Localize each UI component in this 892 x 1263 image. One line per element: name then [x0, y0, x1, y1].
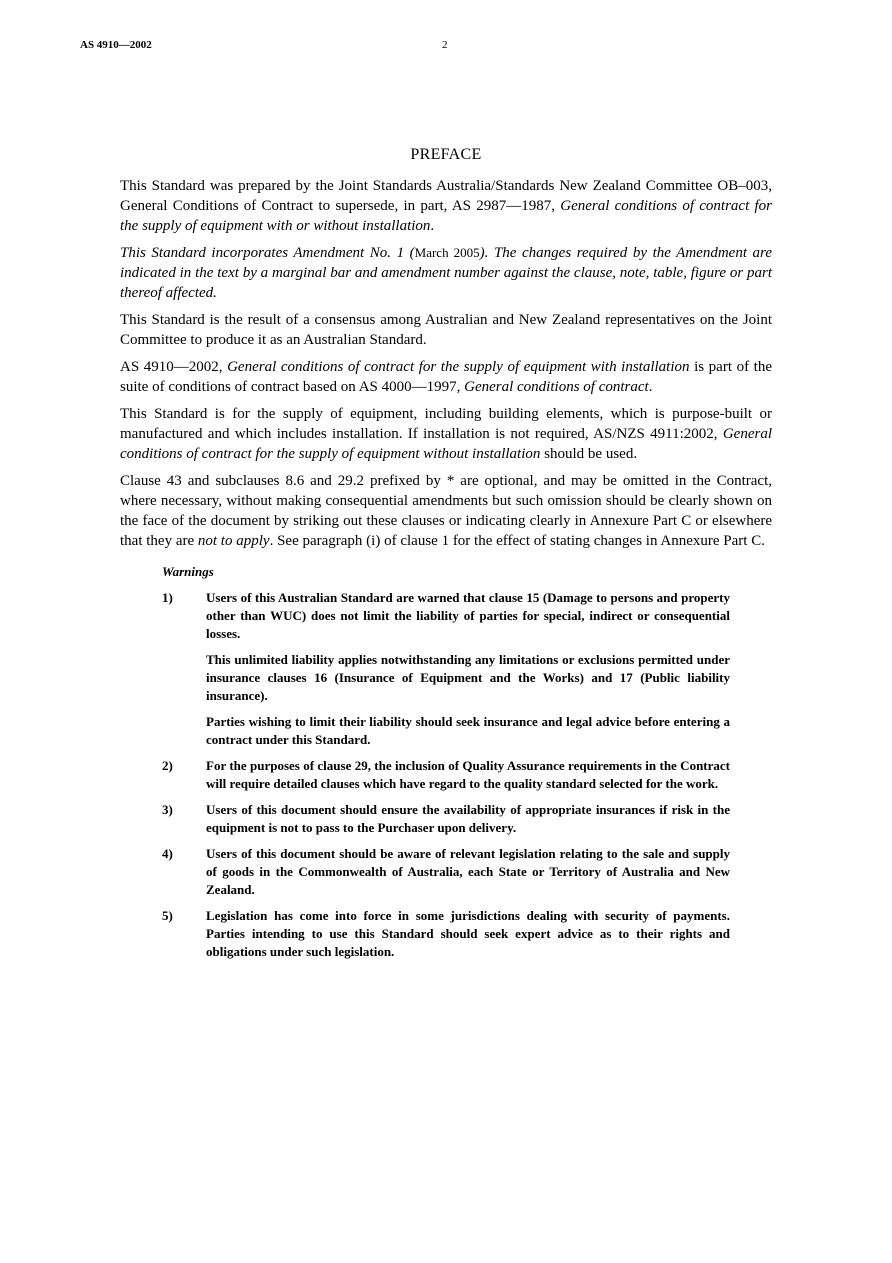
warnings-heading: Warnings: [162, 564, 214, 579]
warning-item: [162, 757, 730, 793]
page-title: PREFACE: [410, 146, 482, 163]
warning-text: For the purposes of clause 29, the inclusion of Quality Assurance requirements in the Contract will require detailed clauses which have regard to the quality standard selected for the work.: [206, 758, 730, 791]
warning-item: [162, 589, 730, 749]
header-document-id: AS 4910—2002: [80, 39, 152, 51]
paragraph-3: This Standard is the result of a consensus among Australian and New Zealand representatives on the Joint Committee to produce it as an Australian Standard.: [120, 312, 772, 348]
header-page-number: 2: [442, 39, 448, 51]
warning-text: Users of this document should be aware of relevant legislation relating to the sale and supply of goods in the Commonwealth of Australia, each State or Territory of Australia and New Zealand.: [206, 846, 730, 897]
paragraph-1: This Standard was prepared by the Joint Standards Australia/Standards New Zealand Committee OB–003, General Conditions of Contract to supersede, in part, AS 2987—1987, General conditions of contract for the supply of equipment with or without installation.: [120, 178, 772, 234]
paragraph-4: AS 4910—2002, General conditions of contract for the supply of equipment with installation is part of the suite of conditions of contract based on AS 4000—1997, General conditions of contract.: [120, 359, 772, 395]
paragraph-5: This Standard is for the supply of equipment, including building elements, which is purpose-built or manufactured and which includes installation. If installation is not required, AS/NZS 4911:2002, General conditions of contract for the supply of equipment without installation should be used.: [120, 406, 772, 462]
warning-number: 1): [162, 590, 173, 605]
warning-number: 4): [162, 846, 173, 861]
warnings-section: [162, 563, 730, 961]
warning-text: Users of this Australian Standard are warned that clause 15 (Damage to persons and property other than WUC) does not limit the liability of parties for special, indirect or consequential losses.: [206, 590, 730, 641]
warning-item: [162, 845, 730, 899]
warning-text: This unlimited liability applies notwithstanding any limitations or exclusions permitted under insurance clauses 16 (Insurance of Equipment and the Works) and 17 (Public liability insurance).: [206, 652, 730, 703]
warning-item: [162, 801, 730, 837]
warning-text: Users of this document should ensure the availability of appropriate insurances if risk in the equipment is not to pass to the Purchaser upon delivery.: [206, 802, 730, 835]
paragraph-6: Clause 43 and subclauses 8.6 and 29.2 prefixed by * are optional, and may be omitted in the Contract, where necessary, without making consequential amendments but such omission should be clearly shown on the face of the document by striking out these clauses or indicating clearly in Annexure Part C or elsewhere that they are not to apply. See paragraph (i) of clause 1 for the effect of stating changes in Annexure Part C.: [120, 473, 772, 549]
warning-item: [162, 907, 730, 961]
paragraph-amendment: This Standard incorporates Amendment No. 1 (March 2005). The changes required by the Amendment are indicated in the text by a marginal bar and amendment number against the clause, note, table, figure or part thereof affected.: [120, 245, 772, 301]
preface-body: [120, 176, 772, 969]
warning-number: 2): [162, 758, 173, 773]
warning-number: 5): [162, 908, 173, 923]
warning-text: Legislation has come into force in some jurisdictions dealing with security of payments. Parties intending to use this Standard should seek expert advice as to their rights and obligations under such legislation.: [206, 908, 730, 959]
warning-number: 3): [162, 802, 173, 817]
warning-text: Parties wishing to limit their liability should seek insurance and legal advice before entering a contract under this Standard.: [206, 714, 730, 747]
